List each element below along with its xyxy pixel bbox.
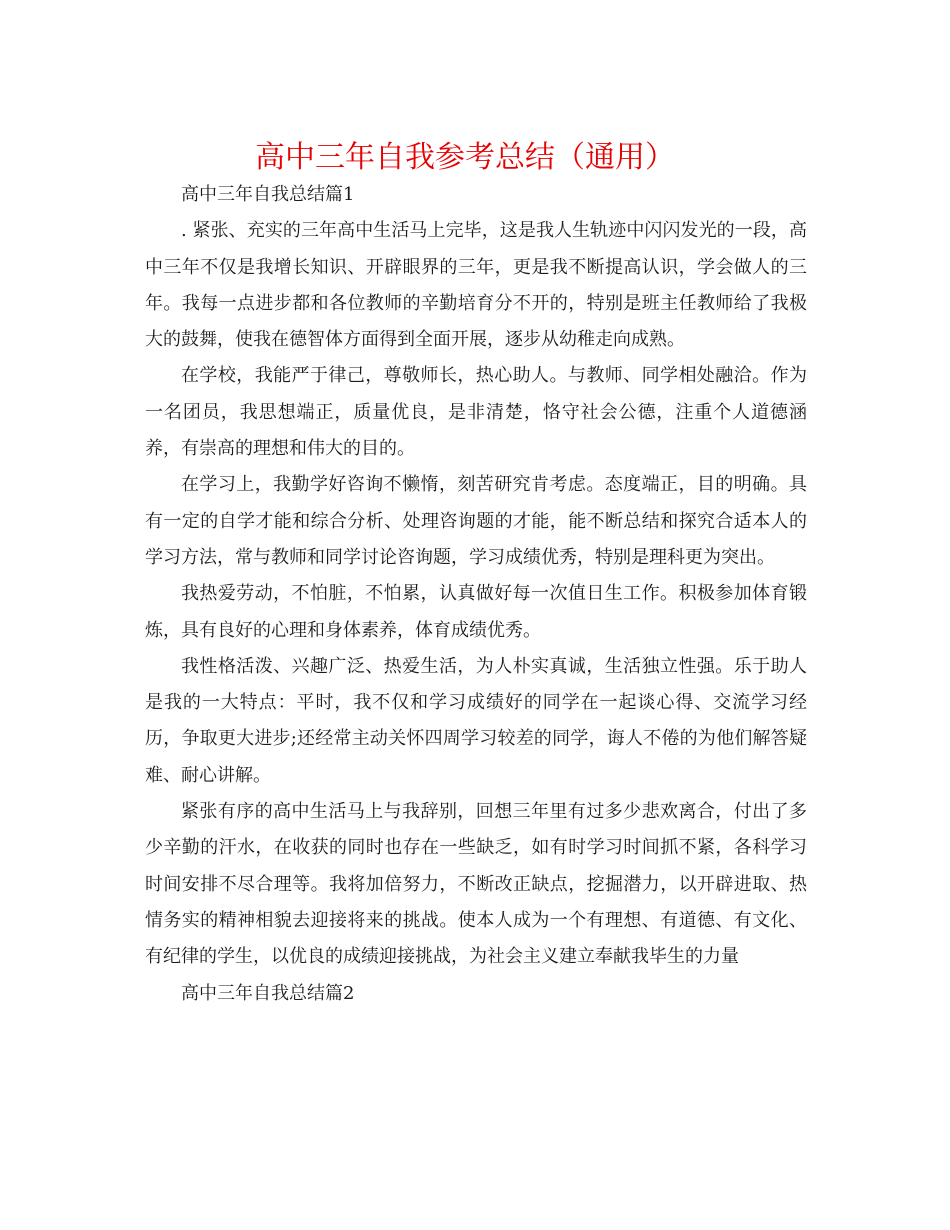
document-body: [145, 177, 807, 1012]
body-paragraph: 我性格活泼、兴趣广泛、热爱生活，为人朴实真诚，生活独立性强。乐于助人是我的一大特点：平时，我不仅和学习成绩好的同学在一起谈心得、交流学习经历，争取更大进步;还经常主动关怀四周学习较差的同学，诲人不倦的为他们解答疑难、耐心讲解。: [145, 655, 807, 786]
section-heading: 高中三年自我总结篇1: [181, 184, 355, 205]
body-paragraph: . 紧张、充实的三年高中生活马上完毕，这是我人生轨迹中闪闪发光的一段，高中三年不仅是我增长知识、开辟眼界的三年，更是我不断提高认识，学会做人的三年。我每一点进步都和各位教师的辛勤培育分不开的，特别是班主任教师给了我极大的鼓舞，使我在德智体方面得到全面开展，逐步从幼稚走向成熟。: [145, 220, 807, 351]
body-paragraph: 紧张有序的高中生活马上与我辞别，回想三年里有过多少悲欢离合，付出了多少辛勤的汗水，在收获的同时也存在一些缺乏，如有时学习时间抓不紧，各科学习时间安排不尽合理等。我将加倍努力，不断改正缺点，挖掘潜力，以开辟进取、热情务实的精神相貌去迎接将来的挑战。使本人成为一个有理想、有道德、有文化、有纪律的学生，以优良的成绩迎接挑战，为社会主义建立奉献我毕生的力量: [145, 801, 807, 968]
body-paragraph: 在学校，我能严于律己，尊敬师长，热心助人。与教师、同学相处融洽。作为一名团员，我思想端正，质量优良，是非清楚，恪守社会公德，注重个人道德涵养，有崇高的理想和伟大的目的。: [145, 365, 807, 460]
body-paragraph: 我热爱劳动，不怕脏，不怕累，认真做好每一次值日生工作。积极参加体育锻炼，具有良好的心理和身体素养，体育成绩优秀。: [145, 583, 807, 641]
body-paragraph: 在学习上，我勤学好咨询不懒惰，刻苦研究肯考虑。态度端正，目的明确。具有一定的自学才能和综合分析、处理咨询题的才能，能不断总结和探究合适本人的学习方法，常与教师和同学讨论咨询题，学习成绩优秀，特别是理科更为突出。: [145, 474, 807, 568]
section-heading: 高中三年自我总结篇2: [181, 982, 355, 1004]
document-title: 高中三年自我参考总结（通用）: [255, 140, 675, 175]
